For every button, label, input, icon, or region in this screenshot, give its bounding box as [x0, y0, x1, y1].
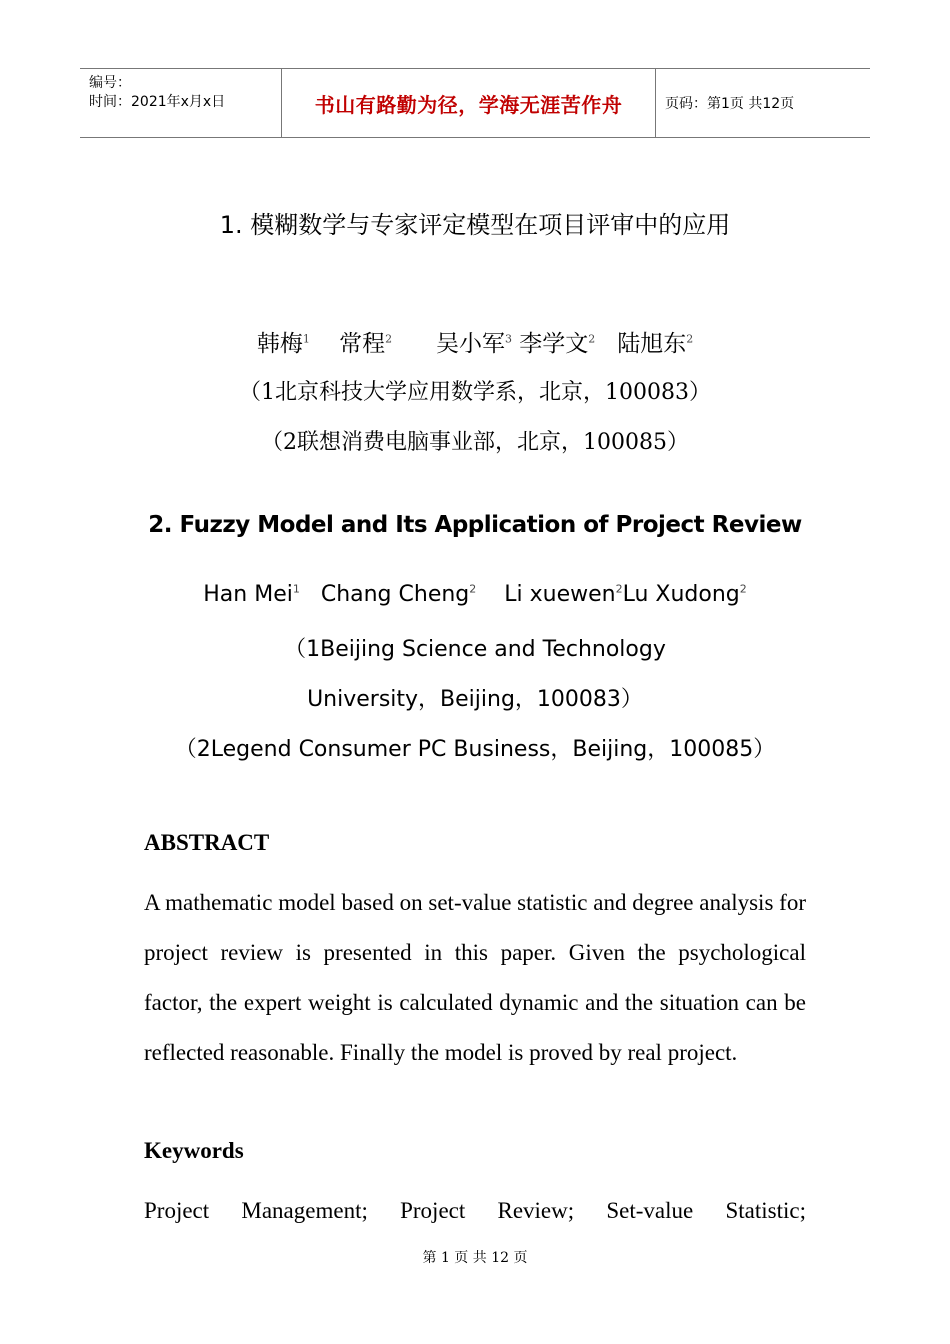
author-affiliation-mark: 1	[302, 332, 310, 346]
header-table	[80, 68, 870, 138]
document-number-label: 编号：	[89, 75, 131, 91]
authors-chinese	[0, 325, 950, 358]
author-name: 吴小军	[435, 331, 505, 357]
header-motto: 书山有路勤为径，学海无涯苦作舟	[314, 92, 623, 117]
keywords-text: Project Management; Project Review; Set-value Statistic;	[144, 1198, 806, 1223]
author-name: 常程	[339, 331, 386, 357]
header-page-info: 页码：第1页 共12页	[665, 96, 795, 112]
affiliation-chinese-1: （1北京科技大学应用数学系，北京，100083）	[239, 380, 711, 405]
header-page-cell	[656, 69, 870, 137]
author-name: Li xuewen	[504, 582, 616, 607]
abstract-heading: ABSTRACT	[144, 830, 270, 855]
header-meta-cell	[80, 69, 282, 137]
affiliation-english-1b: University，Beijing，100083）	[307, 687, 643, 712]
author-affiliation-mark: 2	[686, 332, 694, 346]
author-affiliation-mark: 2	[469, 582, 477, 596]
title-english: 2. Fuzzy Model and Its Application of Project Review	[148, 512, 802, 538]
author-name: Han Mei	[203, 582, 293, 607]
affiliation-english-2: （2Legend Consumer PC Business，Beijing，100085）	[174, 737, 776, 762]
author-affiliation-mark: 2	[739, 582, 747, 596]
affiliation-english-1a: （1Beijing Science and Technology	[284, 637, 666, 662]
author-name: Lu Xudong	[622, 582, 740, 607]
author-affiliation-mark: 3	[504, 332, 512, 346]
authors-english	[0, 582, 950, 607]
author-name: 陆旭东	[617, 331, 687, 357]
author-name: 李学文	[519, 331, 589, 357]
author-name: Chang Cheng	[320, 582, 470, 607]
author-affiliation-mark: 2	[615, 582, 623, 596]
author-affiliation-mark: 2	[385, 332, 393, 346]
affiliation-chinese-2: （2联想消费电脑事业部，北京，100085）	[261, 430, 689, 455]
author-name: 韩梅	[256, 331, 303, 357]
title-chinese: 1. 模糊数学与专家评定模型在项目评审中的应用	[219, 211, 731, 239]
keywords-heading: Keywords	[144, 1138, 244, 1163]
abstract-text: A mathematic model based on set-value statistic and degree analysis for project review is presented in this paper. Given the psychological factor, the expert weight is calculated dynamic and the situation can be reflected reasonable. Finally the model is proved by real project.	[144, 890, 806, 1065]
author-affiliation-mark: 2	[588, 332, 596, 346]
page-footer: 第 1 页 共 12 页	[422, 1250, 528, 1266]
header-motto-cell	[282, 69, 656, 137]
author-affiliation-mark: 1	[292, 582, 300, 596]
document-date-label: 时间：2021年x月x日	[89, 94, 226, 110]
